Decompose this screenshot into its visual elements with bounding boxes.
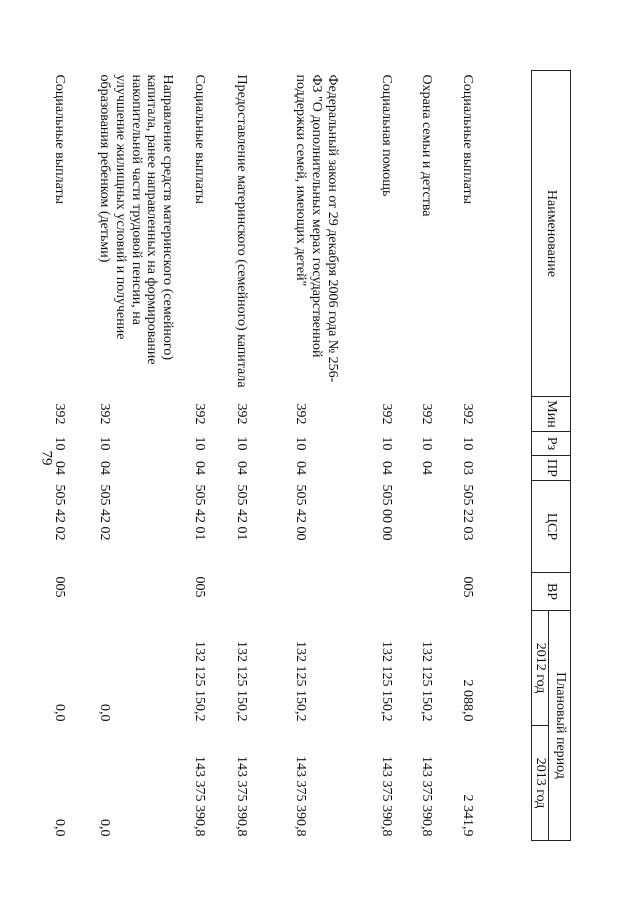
table-row	[379, 71, 419, 841]
cell-min: 392	[293, 403, 309, 425]
cell-2013: 2 341,9	[460, 794, 476, 837]
cell-vr	[293, 573, 379, 611]
cell-2013: 0,0	[97, 819, 113, 837]
table-row	[52, 71, 97, 841]
cell-2013: 143 375 390,8	[293, 756, 309, 837]
header-min: Мин	[532, 397, 571, 432]
cell-vr: 005	[460, 576, 476, 598]
cell-rz: 10	[234, 436, 250, 451]
cell-name: Социальные выплаты	[192, 74, 208, 205]
cell-2012: 132 125 150,2	[234, 641, 250, 722]
cell-pr: 04	[419, 461, 435, 475]
cell-min: 392	[192, 403, 208, 425]
cell-vr	[379, 573, 419, 611]
cell-min: 392	[419, 403, 435, 425]
header-pr: ПР	[532, 456, 571, 481]
header-csr: ЦСР	[532, 481, 571, 573]
cell-2013: 143 375 390,8	[419, 756, 435, 837]
header-planned-period: Плановый период	[549, 611, 571, 841]
header-vr: ВР	[532, 573, 571, 611]
cell-name: Социальная помощь	[379, 74, 395, 197]
cell-vr: 005	[192, 576, 208, 598]
cell-min: 392	[52, 403, 68, 425]
cell-csr: 505 22 03	[460, 484, 476, 541]
cell-pr: 04	[52, 461, 68, 475]
cell-rz: 10	[192, 436, 208, 451]
cell-pr: 04	[192, 461, 208, 475]
table-row	[97, 71, 192, 841]
cell-rz: 10	[460, 436, 476, 451]
cell-2012: 132 125 150,2	[379, 641, 395, 722]
cell-pr: 04	[97, 461, 113, 475]
cell-pr: 04	[234, 461, 250, 475]
cell-rz: 10	[379, 436, 395, 451]
cell-2013: 143 375 390,8	[379, 756, 395, 837]
cell-csr: 505 42 01	[192, 484, 208, 541]
cell-name: Социальные выплаты	[52, 74, 68, 205]
cell-2012: 0,0	[52, 704, 68, 722]
cell-vr	[419, 573, 460, 611]
cell-2013: 143 375 390,8	[192, 756, 208, 837]
cell-min: 392	[379, 403, 395, 425]
header-rz: Рз	[532, 432, 571, 456]
rotated-page-content	[52, 70, 571, 840]
cell-name: Направление средств материнского (семейного) капитала, ранее направленных на формирование накопительной части трудовой пенсии, на улучшение жилищных условий и получение образования ребенком (детьми)	[97, 74, 175, 365]
cell-2012: 132 125 150,2	[419, 641, 435, 722]
page-number: 79	[38, 450, 55, 466]
cell-min: 392	[460, 403, 476, 425]
cell-rz: 10	[52, 436, 68, 451]
cell-2013: 0,0	[52, 819, 68, 837]
cell-rz: 10	[419, 436, 435, 451]
cell-pr: 04	[293, 461, 309, 475]
cell-vr: 005	[52, 576, 68, 598]
cell-2012: 2 088,0	[460, 679, 476, 722]
cell-min: 392	[97, 403, 113, 425]
header-year-2012: 2012 год	[532, 611, 549, 726]
cell-pr: 04	[379, 461, 395, 475]
cell-rz: 10	[293, 436, 309, 451]
table-row	[460, 71, 532, 841]
cell-csr: 505 42 00	[293, 484, 309, 541]
cell-name: Предоставление материнского (семейного) капитала	[234, 74, 250, 388]
cell-vr	[97, 573, 192, 611]
cell-rz: 10	[97, 436, 113, 451]
cell-csr: 505 42 02	[97, 484, 113, 541]
cell-2012: 132 125 150,2	[293, 641, 309, 722]
cell-csr	[419, 481, 460, 573]
cell-csr: 505 00 00	[379, 484, 395, 541]
cell-csr: 505 42 02	[52, 484, 68, 541]
cell-2013: 143 375 390,8	[234, 756, 250, 837]
table-row	[234, 71, 293, 841]
cell-name: Федеральный закон от 29 декабря 2006 года № 256-ФЗ "О дополнительных мерах государственной поддержки семей, имеющих детей"	[293, 74, 340, 383]
header-year-2013: 2013 год	[532, 726, 549, 841]
cell-vr	[234, 573, 293, 611]
budget-table	[52, 70, 572, 841]
table-row	[192, 71, 234, 841]
cell-min: 392	[234, 403, 250, 425]
header-name: Наименование	[532, 71, 571, 397]
cell-2012: 132 125 150,2	[192, 641, 208, 722]
cell-csr: 505 42 01	[234, 484, 250, 541]
cell-2012: 0,0	[97, 704, 113, 722]
cell-name: Социальные выплаты	[460, 74, 476, 205]
cell-pr: 03	[460, 461, 476, 475]
table-row	[419, 71, 460, 841]
cell-name: Охрана семьи и детства	[419, 74, 435, 217]
table-row	[293, 71, 379, 841]
